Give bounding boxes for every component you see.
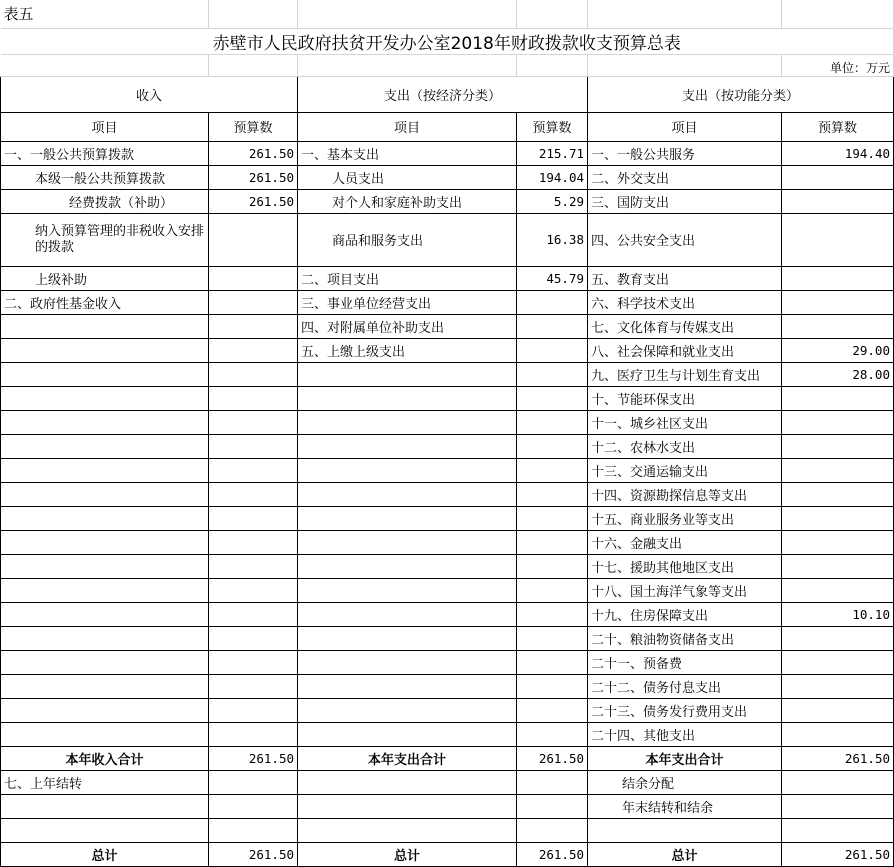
expense-func-item: 十二、农林水支出	[588, 434, 782, 458]
expense-func-item: 二十、粮油物资储备支出	[588, 626, 782, 650]
expense-econ-value	[517, 458, 588, 482]
year-func-label: 本年支出合计	[588, 746, 782, 770]
expense-func-value	[782, 722, 894, 746]
header-income: 收入	[1, 76, 298, 112]
expense-func-item: 十一、城乡社区支出	[588, 410, 782, 434]
table-row	[1, 290, 894, 314]
income-value	[209, 338, 298, 362]
grand-total-func-value: 261.50	[782, 842, 894, 866]
income-value	[209, 266, 298, 290]
income-value	[209, 578, 298, 602]
expense-econ-item	[298, 578, 517, 602]
table-row	[1, 698, 894, 722]
expense-econ-value	[517, 290, 588, 314]
expense-econ-item: 二、项目支出	[298, 266, 517, 290]
empty-cell	[1, 794, 209, 818]
expense-econ-item	[298, 698, 517, 722]
table-row	[1, 842, 894, 866]
expense-func-value	[782, 266, 894, 290]
income-item	[1, 482, 209, 506]
expense-func-item: 四、公共安全支出	[588, 213, 782, 266]
expense-econ-item: 对个人和家庭补助支出	[298, 189, 517, 213]
expense-econ-item	[298, 602, 517, 626]
income-item	[1, 386, 209, 410]
income-value	[209, 674, 298, 698]
grand-total-func-label: 总计	[588, 842, 782, 866]
empty-cell	[1, 818, 209, 842]
expense-func-value	[782, 165, 894, 189]
income-item	[1, 602, 209, 626]
table-row	[1, 530, 894, 554]
income-item	[1, 530, 209, 554]
table-row	[1, 434, 894, 458]
expense-func-item: 二十四、其他支出	[588, 722, 782, 746]
expense-func-item: 五、教育支出	[588, 266, 782, 290]
expense-func-value	[782, 650, 894, 674]
expense-func-value	[782, 674, 894, 698]
income-value	[209, 362, 298, 386]
expense-econ-value	[517, 338, 588, 362]
table-row	[1, 141, 894, 165]
expense-func-value	[782, 482, 894, 506]
table-row	[1, 674, 894, 698]
expense-func-value	[782, 530, 894, 554]
unit-label: 单位：万元	[782, 54, 894, 76]
empty-cell	[782, 770, 894, 794]
income-item	[1, 650, 209, 674]
income-value	[209, 722, 298, 746]
expense-econ-value	[517, 602, 588, 626]
expense-func-value	[782, 314, 894, 338]
expense-econ-item	[298, 362, 517, 386]
income-value	[209, 626, 298, 650]
empty-cell	[209, 794, 298, 818]
expense-econ-item	[298, 554, 517, 578]
expense-econ-item: 五、上缴上级支出	[298, 338, 517, 362]
income-item	[1, 722, 209, 746]
income-item: 一、一般公共预算拨款	[1, 141, 209, 165]
income-item	[1, 338, 209, 362]
grand-total-income-label: 总计	[1, 842, 209, 866]
expense-econ-value	[517, 434, 588, 458]
expense-func-item: 九、医疗卫生与计划生育支出	[588, 362, 782, 386]
expense-func-value: 29.00	[782, 338, 894, 362]
expense-econ-value	[517, 482, 588, 506]
table-row	[1, 213, 894, 266]
expense-econ-item	[298, 482, 517, 506]
expense-econ-value	[517, 578, 588, 602]
income-item	[1, 626, 209, 650]
empty-cell	[517, 818, 588, 842]
empty-cell	[782, 794, 894, 818]
table-row	[1, 314, 894, 338]
col-header-budget: 预算数	[517, 112, 588, 141]
table-row	[1, 266, 894, 290]
expense-func-value	[782, 290, 894, 314]
income-item	[1, 362, 209, 386]
table-row	[1, 554, 894, 578]
income-value	[209, 458, 298, 482]
income-value	[209, 650, 298, 674]
expense-func-item: 十六、金融支出	[588, 530, 782, 554]
expense-econ-value	[517, 506, 588, 530]
year-expense-label: 本年支出合计	[298, 746, 517, 770]
expense-func-item: 十九、住房保障支出	[588, 602, 782, 626]
expense-econ-value	[517, 386, 588, 410]
year-func-value: 261.50	[782, 746, 894, 770]
expense-econ-item	[298, 650, 517, 674]
year-income-label: 本年收入合计	[1, 746, 209, 770]
expense-econ-value	[517, 554, 588, 578]
expense-econ-value	[517, 410, 588, 434]
table-row	[1, 818, 894, 842]
expense-econ-value	[517, 314, 588, 338]
expense-econ-item: 四、对附属单位补助支出	[298, 314, 517, 338]
table-row	[1, 338, 894, 362]
expense-econ-value: 215.71	[517, 141, 588, 165]
expense-econ-item: 商品和服务支出	[298, 213, 517, 266]
header-expense-functional: 支出（按功能分类）	[588, 76, 894, 112]
expense-func-item: 六、科学技术支出	[588, 290, 782, 314]
income-item	[1, 410, 209, 434]
expense-func-value	[782, 458, 894, 482]
expense-func-value	[782, 578, 894, 602]
income-value: 261.50	[209, 189, 298, 213]
expense-func-item: 十、节能环保支出	[588, 386, 782, 410]
expense-func-value	[782, 213, 894, 266]
table-row	[1, 746, 894, 770]
expense-func-item: 一、一般公共服务	[588, 141, 782, 165]
year-income-value: 261.50	[209, 746, 298, 770]
expense-econ-value: 16.38	[517, 213, 588, 266]
col-header-item: 项目	[588, 112, 782, 141]
empty-cell	[298, 818, 517, 842]
header-expense-economic: 支出（按经济分类）	[298, 76, 588, 112]
grand-total-income-value: 261.50	[209, 842, 298, 866]
income-item: 纳入预算管理的非税收入安排的拨款	[1, 213, 209, 266]
year-expense-value: 261.50	[517, 746, 588, 770]
income-item	[1, 434, 209, 458]
income-value	[209, 213, 298, 266]
empty-cell	[588, 818, 782, 842]
income-item	[1, 506, 209, 530]
empty-cell	[517, 794, 588, 818]
income-item: 上级补助	[1, 266, 209, 290]
expense-func-value	[782, 506, 894, 530]
col-header-item: 项目	[1, 112, 209, 141]
expense-econ-value	[517, 530, 588, 554]
expense-func-item: 十四、资源勘探信息等支出	[588, 482, 782, 506]
income-value	[209, 698, 298, 722]
table-row	[1, 410, 894, 434]
expense-econ-item	[298, 434, 517, 458]
income-item	[1, 314, 209, 338]
expense-func-value	[782, 434, 894, 458]
expense-econ-value	[517, 650, 588, 674]
expense-econ-item	[298, 722, 517, 746]
table-row	[1, 165, 894, 189]
income-item	[1, 578, 209, 602]
expense-econ-item	[298, 410, 517, 434]
expense-func-value: 10.10	[782, 602, 894, 626]
expense-econ-value	[517, 626, 588, 650]
expense-func-item: 二、外交支出	[588, 165, 782, 189]
expense-econ-value	[517, 722, 588, 746]
expense-func-value	[782, 626, 894, 650]
expense-econ-value	[517, 362, 588, 386]
income-value	[209, 602, 298, 626]
income-item: 本级一般公共预算拨款	[1, 165, 209, 189]
expense-econ-value: 5.29	[517, 189, 588, 213]
expense-econ-item: 人员支出	[298, 165, 517, 189]
income-item	[1, 698, 209, 722]
income-value	[209, 290, 298, 314]
expense-econ-value: 45.79	[517, 266, 588, 290]
income-value	[209, 482, 298, 506]
expense-func-item: 三、国防支出	[588, 189, 782, 213]
table-number: 表五	[1, 0, 209, 28]
table-row	[1, 362, 894, 386]
table-row	[1, 506, 894, 530]
table-row	[1, 770, 894, 794]
table-row	[1, 482, 894, 506]
table-row	[1, 386, 894, 410]
income-value: 261.50	[209, 141, 298, 165]
expense-func-item: 十三、交通运输支出	[588, 458, 782, 482]
expense-func-item: 十八、国土海洋气象等支出	[588, 578, 782, 602]
table-row	[1, 626, 894, 650]
grand-total-expense-label: 总计	[298, 842, 517, 866]
empty-cell	[782, 818, 894, 842]
expense-econ-item	[298, 458, 517, 482]
expense-func-value	[782, 698, 894, 722]
expense-econ-value	[517, 698, 588, 722]
expense-func-value	[782, 189, 894, 213]
income-item: 二、政府性基金收入	[1, 290, 209, 314]
income-value	[209, 410, 298, 434]
income-item	[1, 554, 209, 578]
expense-func-item: 八、社会保障和就业支出	[588, 338, 782, 362]
expense-func-item: 十七、援助其他地区支出	[588, 554, 782, 578]
empty-cell	[209, 770, 298, 794]
table-row	[1, 722, 894, 746]
col-header-budget: 预算数	[209, 112, 298, 141]
expense-func-item: 十五、商业服务业等支出	[588, 506, 782, 530]
expense-econ-item	[298, 674, 517, 698]
grand-total-expense-value: 261.50	[517, 842, 588, 866]
expense-func-item: 二十一、预备费	[588, 650, 782, 674]
expense-func-value	[782, 386, 894, 410]
carryover-label: 七、上年结转	[1, 770, 209, 794]
expense-func-value: 28.00	[782, 362, 894, 386]
income-value	[209, 506, 298, 530]
expense-econ-item	[298, 530, 517, 554]
income-item	[1, 674, 209, 698]
empty-cell	[298, 770, 517, 794]
income-value	[209, 530, 298, 554]
income-value	[209, 386, 298, 410]
income-item: 经费拨款（补助）	[1, 189, 209, 213]
income-value	[209, 314, 298, 338]
expense-econ-item	[298, 626, 517, 650]
page-title: 赤壁市人民政府扶贫开发办公室2018年财政拨款收支预算总表	[1, 28, 894, 54]
col-header-item: 项目	[298, 112, 517, 141]
expense-econ-item: 一、基本支出	[298, 141, 517, 165]
expense-func-value	[782, 410, 894, 434]
expense-func-value	[782, 554, 894, 578]
expense-econ-item	[298, 386, 517, 410]
empty-cell	[298, 794, 517, 818]
expense-func-item: 二十二、债务付息支出	[588, 674, 782, 698]
empty-cell	[209, 818, 298, 842]
col-header-budget: 预算数	[782, 112, 894, 141]
expense-econ-item: 三、事业单位经营支出	[298, 290, 517, 314]
table-row	[1, 578, 894, 602]
year-end-label: 年末结转和结余	[588, 794, 782, 818]
expense-econ-value: 194.04	[517, 165, 588, 189]
income-value	[209, 434, 298, 458]
income-item	[1, 458, 209, 482]
income-value	[209, 554, 298, 578]
table-row	[1, 189, 894, 213]
income-value: 261.50	[209, 165, 298, 189]
expense-econ-value	[517, 674, 588, 698]
expense-func-value: 194.40	[782, 141, 894, 165]
table-row	[1, 458, 894, 482]
table-row	[1, 794, 894, 818]
expense-func-item: 二十三、债务发行费用支出	[588, 698, 782, 722]
table-row	[1, 602, 894, 626]
table-row	[1, 650, 894, 674]
expense-econ-item	[298, 506, 517, 530]
surplus-label: 结余分配	[588, 770, 782, 794]
expense-func-item: 七、文化体育与传媒支出	[588, 314, 782, 338]
empty-cell	[517, 770, 588, 794]
